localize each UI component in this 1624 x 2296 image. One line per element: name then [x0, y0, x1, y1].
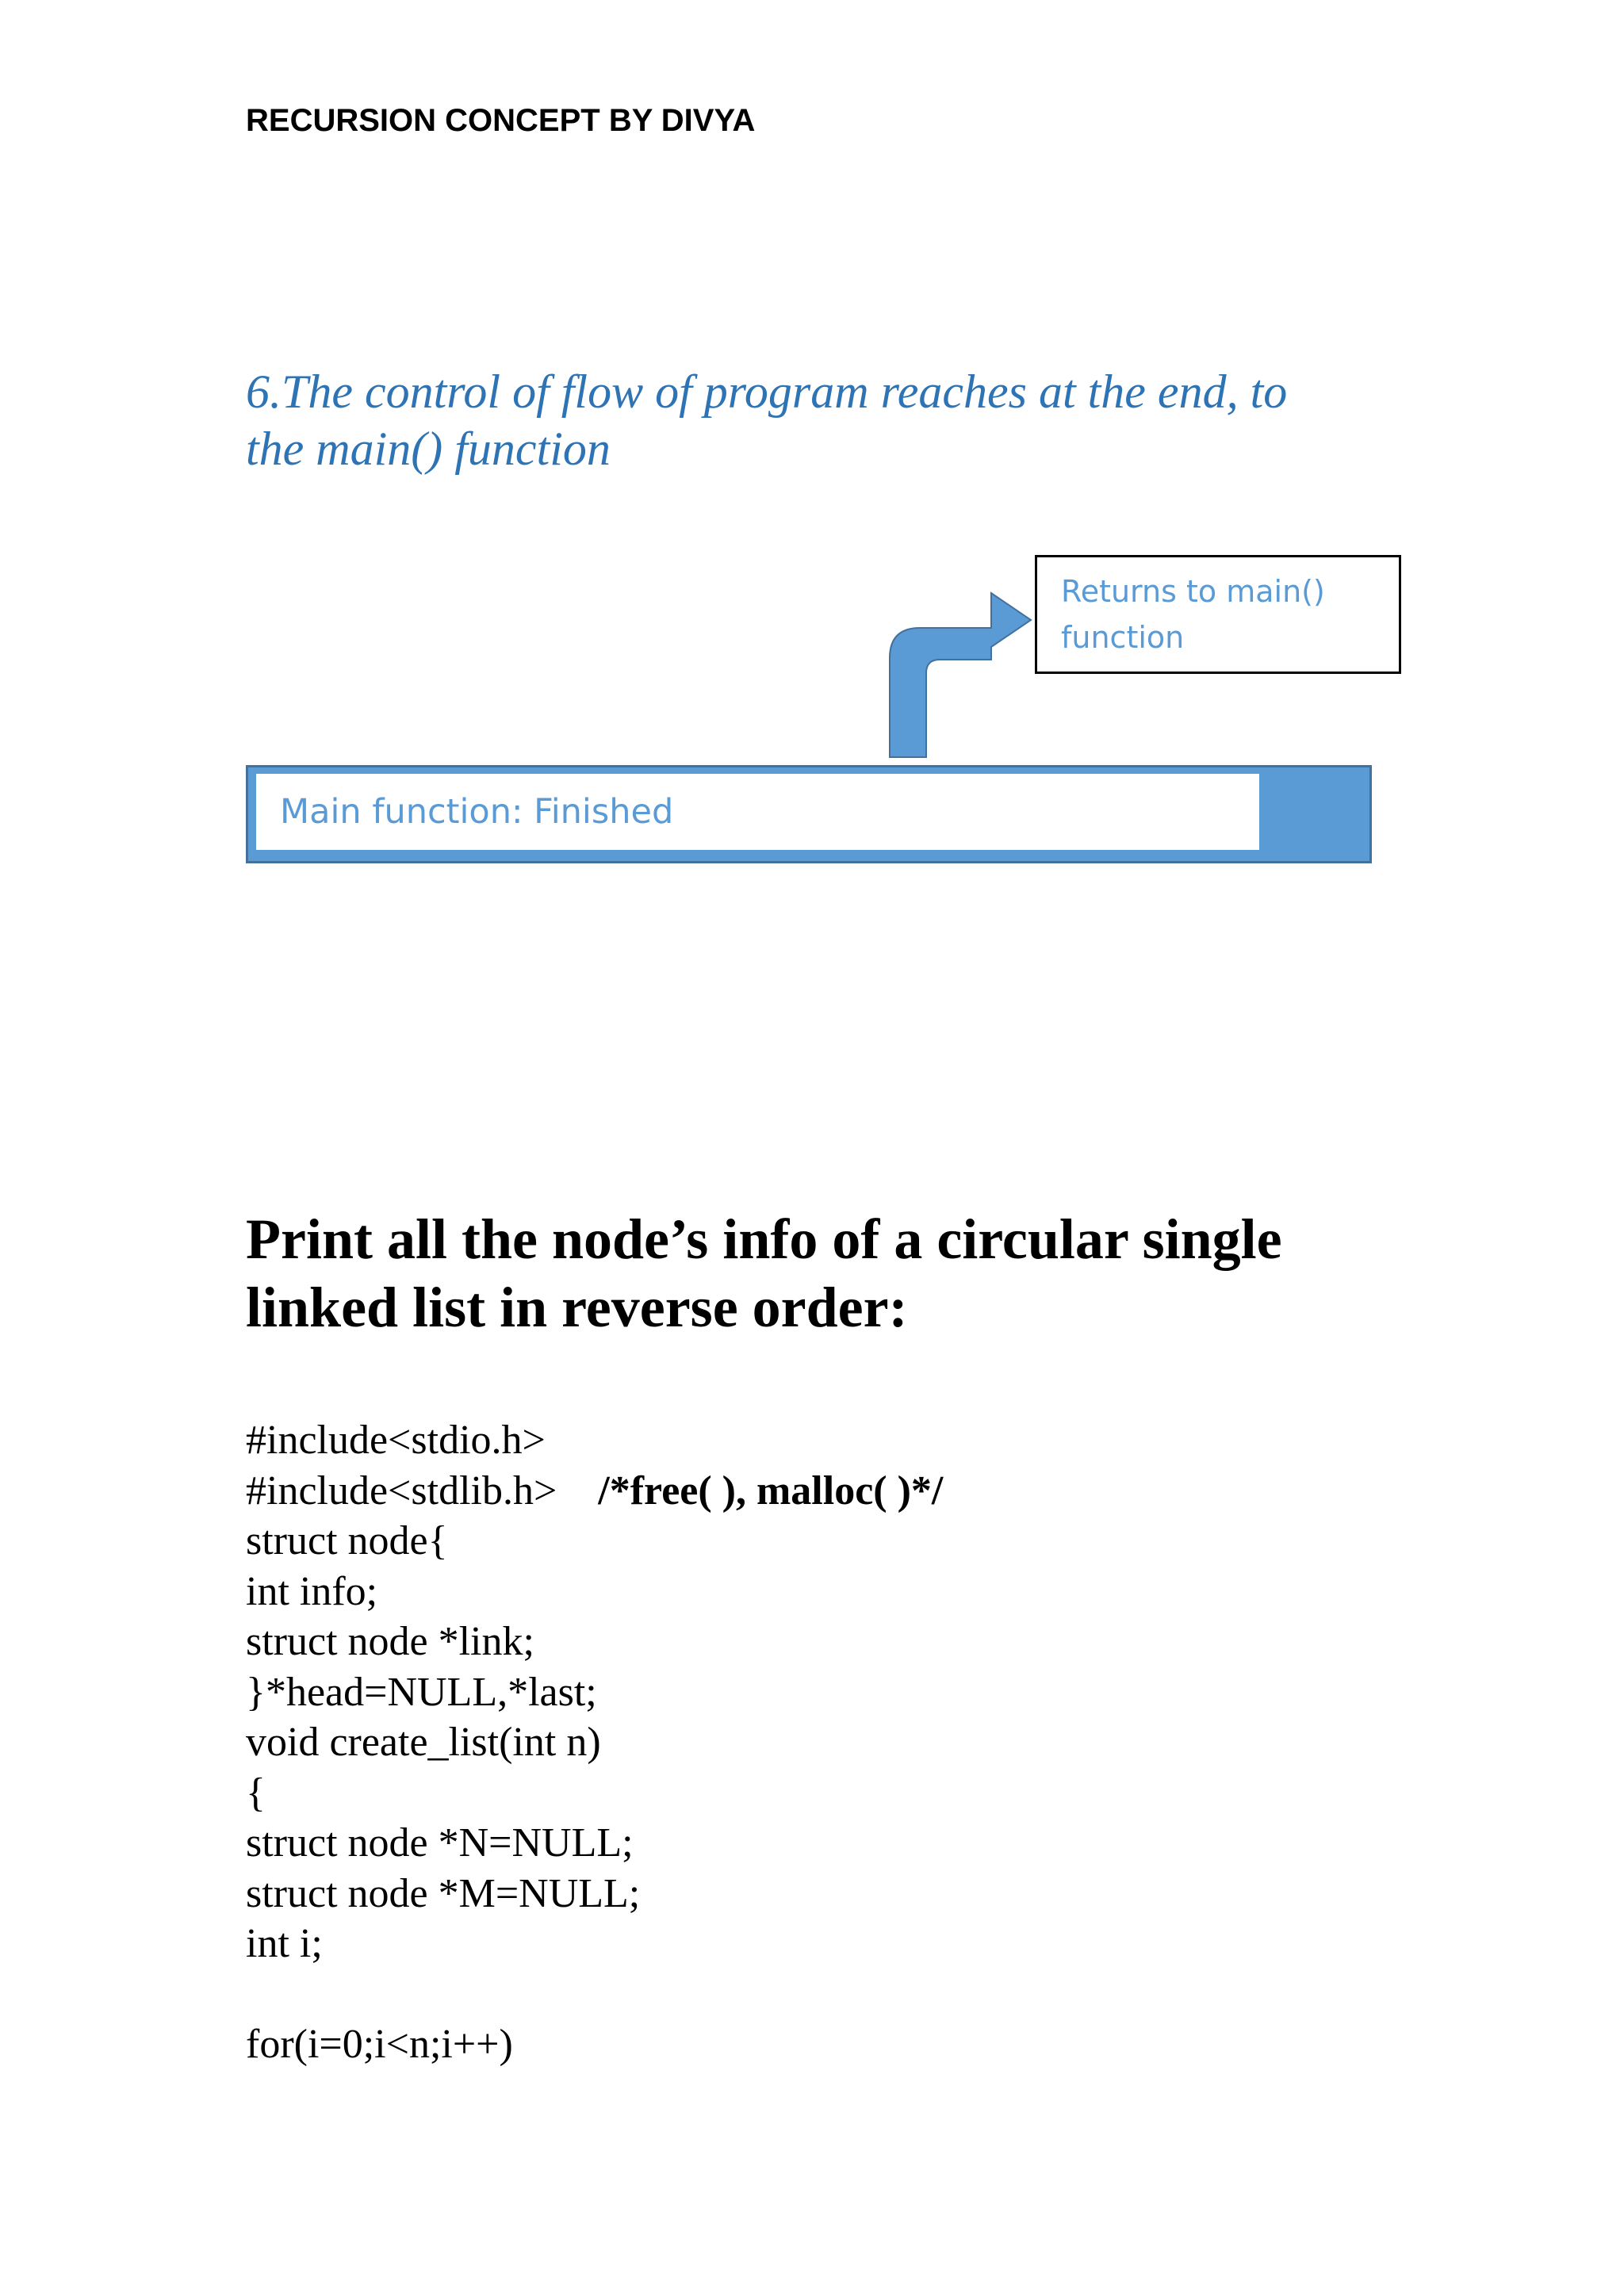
returns-line-2: function [1061, 620, 1185, 655]
code-line: struct node *N=NULL; [246, 1820, 634, 1866]
step-line-2: the main() function [246, 423, 611, 475]
code-line: int i; [246, 1921, 323, 1966]
code-comment: /*free( ), malloc( )*/ [598, 1468, 944, 1513]
code-line: for(i=0;i<n;i++) [246, 2022, 513, 2067]
page-header: RECURSION CONCEPT BY DIVYA [246, 103, 756, 138]
code-blank-line [246, 1969, 943, 2020]
code-line: struct node{ [246, 1518, 448, 1563]
section-title [246, 1205, 1435, 1341]
returns-to-main-box [1035, 555, 1401, 674]
code-line: int info; [246, 1568, 378, 1614]
code-line: struct node *M=NULL; [246, 1870, 641, 1916]
section-title-line-1: Print all the node’s info of a circular single [246, 1207, 1282, 1271]
return-arrow-shape [890, 593, 1031, 757]
code-line: }*head=NULL,*last; [246, 1669, 597, 1715]
code-line: struct node *link; [246, 1619, 534, 1664]
code-line: void create_list(int n) [246, 1720, 601, 1765]
code-line: #include<stdio.h> [246, 1418, 546, 1463]
main-function-label: Main function: Finished [256, 774, 1259, 850]
returns-line-1: Returns to main() [1061, 574, 1325, 609]
code-text: #include<stdlib.h> [246, 1468, 557, 1513]
main-function-bar [246, 765, 1372, 863]
section-title-line-2: linked list in reverse order: [246, 1276, 908, 1339]
step-line-1: 6.The control of flow of program reaches at the end, to [246, 365, 1288, 418]
code-line [246, 1466, 943, 1517]
code-block [246, 1415, 943, 2070]
code-line: { [246, 1770, 266, 1816]
